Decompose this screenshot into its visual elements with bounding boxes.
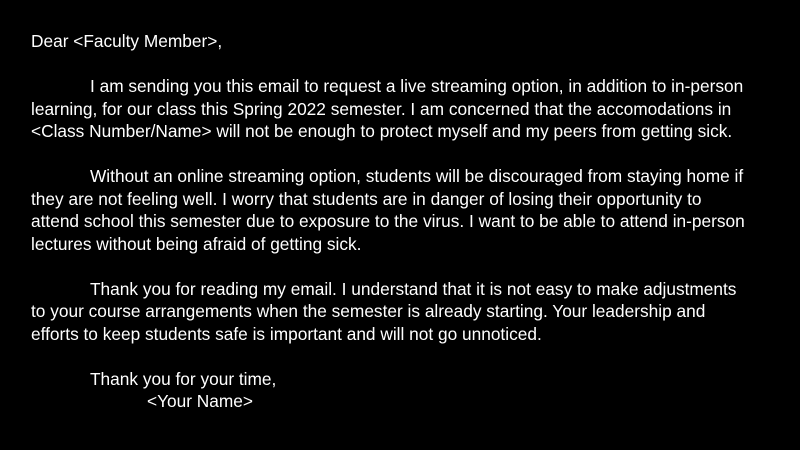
paragraph-thanks: [31, 278, 771, 346]
paragraph-line: attend school this semester due to exposure to the virus. I want to be able to attend in-person: [31, 211, 745, 231]
letter-signature: <Your Name>: [147, 391, 253, 411]
paragraph-line: lectures without being afraid of getting sick.: [31, 233, 362, 254]
paragraph-concern: [31, 165, 771, 255]
paragraph-line: Thank you for reading my email. I understand that it is not easy to make adjustments: [90, 278, 737, 299]
paragraph-line: learning, for our class this Spring 2022 semester. I am concerned that the accomodations in: [31, 98, 732, 119]
letter-closing: Thank you for your time,: [90, 368, 277, 389]
paragraph-line: I am sending you this email to request a live streaming option, in addition to in-person: [90, 76, 744, 96]
paragraph-line: Without an online streaming option, students will be discouraged from staying home if: [90, 166, 744, 186]
paragraph-request: [31, 75, 771, 143]
paragraph-line: efforts to keep students safe is important and will not go unnoticed.: [31, 323, 542, 344]
paragraph-line: <Class Number/Name> will not be enough to protect myself and my peers from getting sick.: [31, 121, 733, 141]
paragraph-line: they are not feeling well. I worry that students are in danger of losing their opportunity to: [31, 188, 702, 209]
paragraph-line: to your course arrangements when the semester is already starting. Your leadership and: [31, 301, 706, 321]
letter-greeting: Dear <Faculty Member>,: [31, 31, 223, 51]
